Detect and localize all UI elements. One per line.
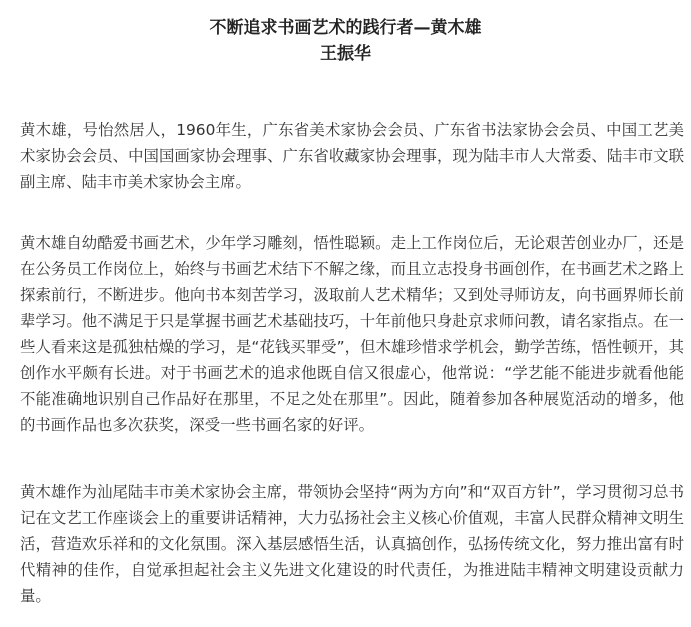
paragraph-biography: 黄木雄，号怡然居人，1960年生，广东省美术家协会会员、广东省书法家协会会员、中国工艺美术家协会会员、中国国画家协会理事、广东省收藏家协会理事，现为陆丰市人大常委、陆丰市文联副主席、陆丰市美术家协会主席。 — [20, 121, 684, 191]
paragraph-association-leadership: 黄木雄作为汕尾陆丰市美术家协会主席，带领协会坚持“两为方向”和“双百方针”，学习贯彻习总书记在文艺工作座谈会上的重要讲话精神，大力弘扬社会主义核心价值观，丰富人民群众精神文明生活，营造欢乐祥和的文化氛围。深入基层感悟生活，认真搞创作，弘扬传统文化，努力推出富有时代精神的佳作，自觉承担起社会主义先进文化建设的时代责任，为推进陆丰精神文明建设贡献力量。 — [20, 483, 684, 605]
article-author: 王振华 — [320, 44, 371, 64]
paragraph-artistic-pursuit: 黄木雄自幼酷爱书画艺术，少年学习雕刻，悟性聪颖。走上工作岗位后，无论艰苦创业办厂，还是在公务员工作岗位上，始终与书画艺术结下不解之缘，而且立志投身书画创作，在书画艺术之路上探索前行，不断进步。他向书本刻苦学习，汲取前人艺术精华；又到处寻师访友，向书画界师长前辈学习。他不满足于只是掌握书画艺术基础技巧，十年前他只身赴京求师问教，请名家指点。在一些人看来这是孤独枯燥的学习，是“花钱买罪受”，但木雄珍惜求学机会，勤学苦练，悟性顿开，其创作水平颇有长进。对于书画艺术的追求他既自信又很虚心，他常说：“学艺能不能进步就看他能不能准确地识别自己作品好在那里，不足之处在那里”。因此，随着参加各种展览活动的增多，他的书画作品也多次获奖，深受一些书画名家的好评。 — [20, 234, 684, 434]
article-title: 不断追求书画艺术的践行者—黄木雄 — [209, 18, 482, 38]
